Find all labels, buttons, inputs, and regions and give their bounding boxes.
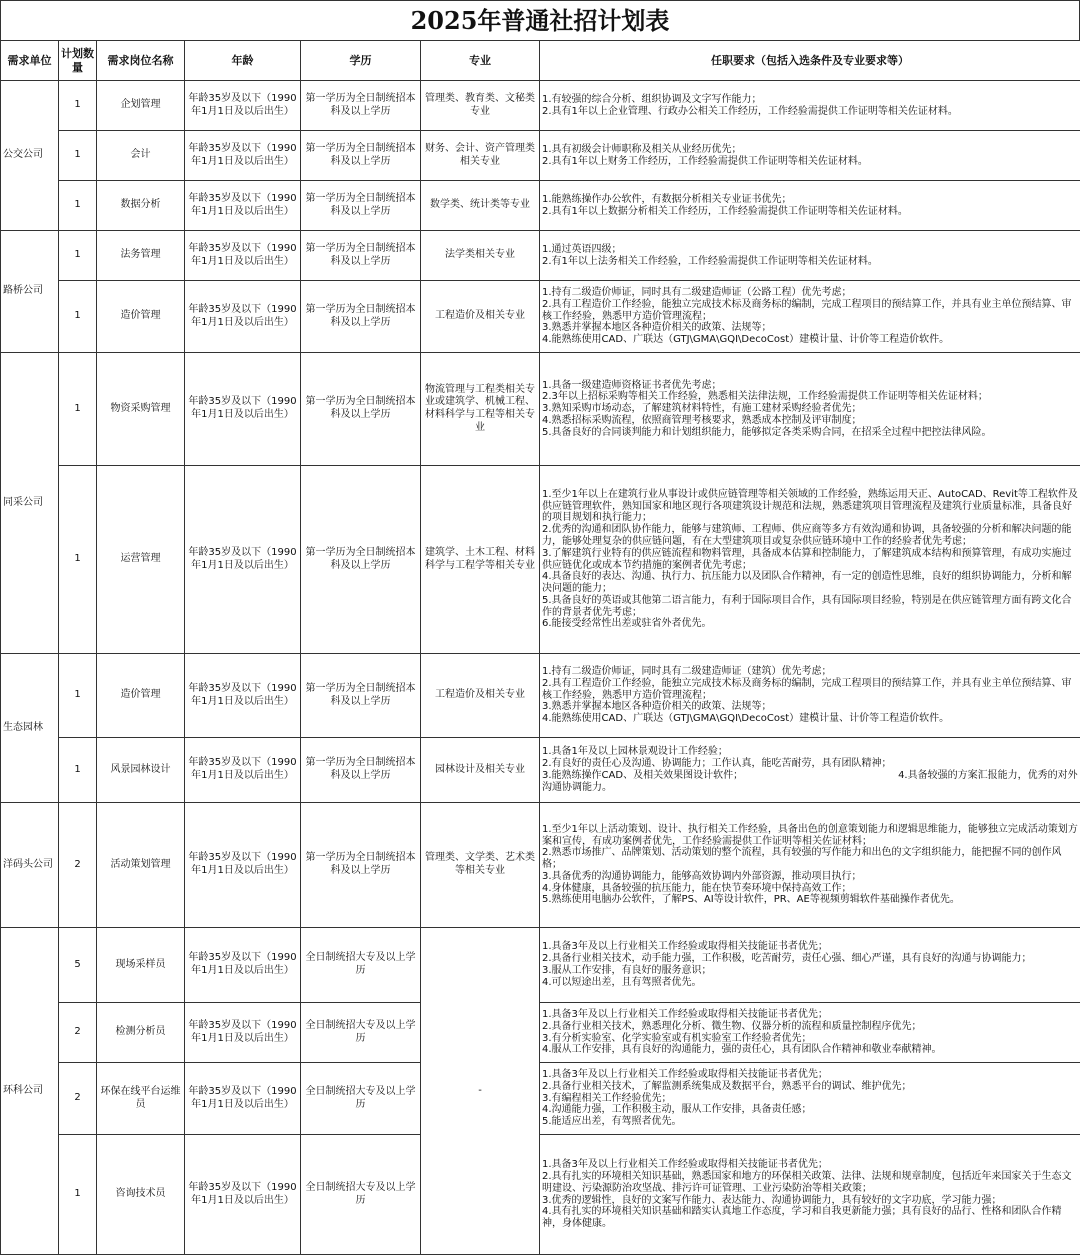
table-row: [1, 803, 1080, 928]
education-cell: 全日制统招大专及以上学历: [301, 1003, 421, 1063]
count-cell: 1: [59, 281, 97, 353]
major-cell: 工程造价及相关专业: [421, 654, 540, 738]
requirement-line: 1.具备3年及以上行业相关工作经验或取得相关技能证书者优先；: [542, 1159, 1078, 1171]
major-cell: 建筑学、土木工程、材料科学与工程学等相关专业: [421, 466, 540, 654]
count-cell: 1: [59, 738, 97, 803]
requirements-cell: [540, 353, 1080, 466]
requirement-line: 2.具有1年以上财务工作经历，工作经验需提供工作证明等相关佐证材料。: [542, 156, 1078, 168]
table-header-row: [1, 41, 1080, 81]
major-cell: 法学类相关专业: [421, 231, 540, 281]
requirements-cell: [540, 81, 1080, 131]
position-cell: 环保在线平台运维员: [97, 1063, 185, 1135]
requirement-line: 3.有编程相关工作经验优先；: [542, 1093, 1078, 1105]
age-cell: 年龄35岁及以下（1990年1月1日及以后出生）: [185, 1135, 301, 1255]
unit-cell: 公交公司: [1, 81, 59, 231]
table-row: [1, 1135, 1080, 1255]
age-cell: 年龄35岁及以下（1990年1月1日及以后出生）: [185, 1003, 301, 1063]
header-requirements: 任职要求（包括入选条件及专业要求等）: [540, 41, 1080, 81]
requirement-line: 4.沟通能力强，工作积极主动，服从工作安排，具备责任感；: [542, 1104, 1078, 1116]
requirement-line: 4.具有扎实的环境相关知识基础和踏实认真地工作态度，学习和自我更新能力强；具有良好的品行、性格和团队合作精神，身体健康。: [542, 1206, 1078, 1230]
table-row: [1, 353, 1080, 466]
education-cell: 全日制统招大专及以上学历: [301, 1063, 421, 1135]
requirement-line: 5.具备良好的英语或其他第二语言能力，有利于国际项目合作，具有国际项目经验，特别是在供应链管理方面有跨文化合作的背景者优先考虑；: [542, 595, 1078, 619]
age-cell: 年龄35岁及以下（1990年1月1日及以后出生）: [185, 738, 301, 803]
table-row: [1, 131, 1080, 181]
major-cell: 管理类、文学类、艺术类等相关专业: [421, 803, 540, 928]
requirement-line: 3.熟悉并掌握本地区各种造价相关的政策、法规等；: [542, 701, 1078, 713]
major-cell: 园林设计及相关专业: [421, 738, 540, 803]
major-cell: 财务、会计、资产管理类相关专业: [421, 131, 540, 181]
requirement-line: 4.能熟练使用CAD、广联达（GTJ\GMA\GQI\DecoCost）建模计量、计价等工程造价软件。: [542, 713, 1078, 725]
requirement-line: 1.通过英语四级；: [542, 244, 1078, 256]
education-cell: 第一学历为全日制统招本科及以上学历: [301, 231, 421, 281]
table-row: [1, 928, 1080, 1003]
education-cell: 第一学历为全日制统招本科及以上学历: [301, 466, 421, 654]
requirement-line: 3.能熟练操作CAD、及相关效果图设计软件； 4.具备较强的方案汇报能力，优秀的对外沟通协调能力。: [542, 770, 1078, 794]
table-row: [1, 1003, 1080, 1063]
requirement-line: 2.优秀的沟通和团队协作能力，能够与建筑师、工程师、供应商等多方有效沟通和协调，具备较强的分析和解决问题的能力，能够处理复杂的供应链问题，有在大型建筑项目或复杂供应链环境中工作的经验者优先考虑；: [542, 524, 1078, 548]
requirement-line: 1.至少1年以上在建筑行业从事设计或供应链管理等相关领域的工作经验，熟练运用天正、AutoCAD、Revit等工程软件及供应链管理软件，熟知国家和地区现行各项建筑设计规范和法规，熟悉建筑项目管理流程及建筑行业质量标准，具备良好的项目规划和执行能力；: [542, 489, 1078, 524]
major-cell: 工程造价及相关专业: [421, 281, 540, 353]
requirements-cell: [540, 803, 1080, 928]
header-major: 专业: [421, 41, 540, 81]
count-cell: 1: [59, 466, 97, 654]
requirement-line: 2.具备行业相关技术，熟悉理化分析、微生物、仪器分析的流程和质量控制程序优先；: [542, 1021, 1078, 1033]
table-row: [1, 231, 1080, 281]
requirement-line: 1.具有初级会计师职称及相关从业经历优先；: [542, 144, 1078, 156]
requirement-line: 4.可以短途出差，且有驾照者优先。: [542, 977, 1078, 989]
requirement-line: 2.具有扎实的环境相关知识基础，熟悉国家和地方的环保相关政策、法律、法规和规章制度，包括近年来国家关于生态文明建设、污染源防治攻坚战、排污许可证管理、工业污染防治等相关政策；: [542, 1171, 1078, 1195]
requirement-line: 2.熟悉市场推广、品牌策划、活动策划的整个流程，具有较强的写作能力和出色的文字组织能力，能把握不同的创作风格；: [542, 847, 1078, 871]
header-position: 需求岗位名称: [97, 41, 185, 81]
requirements-cell: [540, 654, 1080, 738]
requirement-line: 5.能适应出差，有驾照者优先。: [542, 1116, 1078, 1128]
requirement-line: 3.具备优秀的沟通协调能力，能够高效协调内外部资源，推动项目执行；: [542, 871, 1078, 883]
requirement-line: 3.服从工作安排，有良好的服务意识；: [542, 965, 1078, 977]
education-cell: 第一学历为全日制统招本科及以上学历: [301, 738, 421, 803]
age-cell: 年龄35岁及以下（1990年1月1日及以后出生）: [185, 131, 301, 181]
position-cell: 检测分析员: [97, 1003, 185, 1063]
requirements-cell: [540, 1063, 1080, 1135]
age-cell: 年龄35岁及以下（1990年1月1日及以后出生）: [185, 281, 301, 353]
age-cell: 年龄35岁及以下（1990年1月1日及以后出生）: [185, 1063, 301, 1135]
education-cell: 第一学历为全日制统招本科及以上学历: [301, 181, 421, 231]
age-cell: 年龄35岁及以下（1990年1月1日及以后出生）: [185, 928, 301, 1003]
education-cell: 第一学历为全日制统招本科及以上学历: [301, 803, 421, 928]
age-cell: 年龄35岁及以下（1990年1月1日及以后出生）: [185, 654, 301, 738]
header-unit: 需求单位: [1, 41, 59, 81]
position-cell: 现场采样员: [97, 928, 185, 1003]
table-row: [1, 281, 1080, 353]
requirements-cell: [540, 131, 1080, 181]
table-row: [1, 654, 1080, 738]
position-cell: 风景园林设计: [97, 738, 185, 803]
count-cell: 1: [59, 131, 97, 181]
requirements-cell: [540, 1135, 1080, 1255]
requirements-cell: [540, 231, 1080, 281]
header-education: 学历: [301, 41, 421, 81]
requirement-line: 4.身体健康，具备较强的抗压能力，能在快节奏环境中保持高效工作；: [542, 883, 1078, 895]
position-cell: 造价管理: [97, 654, 185, 738]
position-cell: 会计: [97, 131, 185, 181]
age-cell: 年龄35岁及以下（1990年1月1日及以后出生）: [185, 181, 301, 231]
position-cell: 法务管理: [97, 231, 185, 281]
page-title: 2025年普通社招计划表: [0, 0, 1080, 40]
requirements-cell: [540, 181, 1080, 231]
education-cell: 第一学历为全日制统招本科及以上学历: [301, 131, 421, 181]
age-cell: 年龄35岁及以下（1990年1月1日及以后出生）: [185, 81, 301, 131]
header-age: 年龄: [185, 41, 301, 81]
table-row: [1, 81, 1080, 131]
major-cell: -: [421, 928, 540, 1255]
requirement-line: 2.3年以上招标采购等相关工作经验，熟悉相关法律法规，工作经验需提供工作证明等相关佐证材料；: [542, 391, 1078, 403]
count-cell: 1: [59, 654, 97, 738]
position-cell: 活动策划管理: [97, 803, 185, 928]
position-cell: 企划管理: [97, 81, 185, 131]
major-cell: 管理类、教育类、文秘类专业: [421, 81, 540, 131]
table-row: [1, 466, 1080, 654]
requirement-line: 4.熟悉招标采购流程，依照商管理考核要求，熟悉成本控制及评审制度；: [542, 415, 1078, 427]
education-cell: 第一学历为全日制统招本科及以上学历: [301, 353, 421, 466]
major-cell: 数学类、统计类等专业: [421, 181, 540, 231]
requirement-line: 1.具备3年及以上行业相关工作经验或取得相关技能证书者优先；: [542, 1069, 1078, 1081]
requirement-line: 2.有1年以上法务相关工作经验，工作经验需提供工作证明等相关佐证材料。: [542, 256, 1078, 268]
education-cell: 第一学历为全日制统招本科及以上学历: [301, 281, 421, 353]
requirement-line: 6.能接受经常性出差或驻省外者优先。: [542, 618, 1078, 630]
unit-cell: 环科公司: [1, 928, 59, 1255]
position-cell: 运营管理: [97, 466, 185, 654]
age-cell: 年龄35岁及以下（1990年1月1日及以后出生）: [185, 803, 301, 928]
unit-cell: 洋码头公司: [1, 803, 59, 928]
requirement-line: 2.具有1年以上企业管理、行政办公相关工作经历，工作经验需提供工作证明等相关佐证材料。: [542, 106, 1078, 118]
position-cell: 咨询技术员: [97, 1135, 185, 1255]
age-cell: 年龄35岁及以下（1990年1月1日及以后出生）: [185, 353, 301, 466]
unit-cell: 同采公司: [1, 353, 59, 654]
requirement-line: 2.具有1年以上数据分析相关工作经历，工作经验需提供工作证明等相关佐证材料。: [542, 206, 1078, 218]
requirement-line: 3.优秀的逻辑性，良好的文案写作能力、表达能力、沟通协调能力，具有较好的文字功底，学习能力强；: [542, 1195, 1078, 1207]
requirements-cell: [540, 928, 1080, 1003]
recruitment-plan-table: [0, 40, 1080, 1255]
requirement-line: 2.具有工程造价工作经验，能独立完成技术标及商务标的编制，完成工程项目的预结算工作，并具有业主单位预结算、审核工作经验，熟悉甲方造价管理流程；: [542, 678, 1078, 702]
requirement-line: 1.具备1年及以上园林景观设计工作经验；: [542, 746, 1078, 758]
requirement-line: 2.有良好的责任心及沟通、协调能力；工作认真，能吃苦耐劳，具有团队精神；: [542, 758, 1078, 770]
count-cell: 5: [59, 928, 97, 1003]
requirement-line: 1.持有二级造价师证，同时具有二级建造师证（公路工程）优先考虑；: [542, 287, 1078, 299]
education-cell: 全日制统招大专及以上学历: [301, 1135, 421, 1255]
unit-cell: 生态园林: [1, 654, 59, 803]
position-cell: 造价管理: [97, 281, 185, 353]
table-row: [1, 1063, 1080, 1135]
requirement-line: 4.服从工作安排，具有良好的沟通能力，强的责任心，具有团队合作精神和敬业奉献精神。: [542, 1044, 1078, 1056]
age-cell: 年龄35岁及以下（1990年1月1日及以后出生）: [185, 231, 301, 281]
table-row: [1, 181, 1080, 231]
requirement-line: 3.熟悉并掌握本地区各种造价相关的政策、法规等；: [542, 322, 1078, 334]
position-cell: 物资采购管理: [97, 353, 185, 466]
count-cell: 2: [59, 1003, 97, 1063]
requirement-line: 5.熟练使用电脑办公软件，了解PS、AI等设计软件，PR、AE等视频剪辑软件基础操作者优先。: [542, 894, 1078, 906]
position-cell: 数据分析: [97, 181, 185, 231]
count-cell: 1: [59, 231, 97, 281]
requirement-line: 3.了解建筑行业特有的供应链流程和物料管理，具备成本估算和控制能力，了解建筑成本结构和预算管理，有成功实施过供应链优化或成本节约措施的案例者优先考虑；: [542, 548, 1078, 572]
count-cell: 1: [59, 181, 97, 231]
major-cell: 物流管理与工程类相关专业或建筑学、机械工程、材料科学与工程等相关专业: [421, 353, 540, 466]
requirement-line: 2.具有工程造价工作经验，能独立完成技术标及商务标的编制，完成工程项目的预结算工作，并具有业主单位预结算、审核工作经验，熟悉甲方造价管理流程；: [542, 299, 1078, 323]
requirement-line: 3.熟知采购市场动态，了解建筑材料特性，有施工建材采购经验者优先；: [542, 403, 1078, 415]
requirement-line: 1.具备3年及以上行业相关工作经验或取得相关技能证书者优先；: [542, 1009, 1078, 1021]
requirement-line: 1.持有二级造价师证，同时具有二级建造师证（建筑）优先考虑；: [542, 666, 1078, 678]
requirement-line: 3.有分析实验室、化学实验室或有机实验室工作经验者优先；: [542, 1033, 1078, 1045]
requirements-cell: [540, 466, 1080, 654]
requirements-cell: [540, 281, 1080, 353]
table-row: [1, 738, 1080, 803]
age-cell: 年龄35岁及以下（1990年1月1日及以后出生）: [185, 466, 301, 654]
count-cell: 2: [59, 803, 97, 928]
header-count: 计划数量: [59, 41, 97, 81]
requirement-line: 1.具备3年及以上行业相关工作经验或取得相关技能证书者优先；: [542, 941, 1078, 953]
requirement-line: 1.具备一级建造师资格证书者优先考虑；: [542, 380, 1078, 392]
requirement-line: 5.具备良好的合同谈判能力和计划组织能力，能够拟定各类采购合同，在招采全过程中把控法律风险。: [542, 427, 1078, 439]
requirement-line: 1.能熟练操作办公软件，有数据分析相关专业证书优先；: [542, 194, 1078, 206]
count-cell: 1: [59, 353, 97, 466]
count-cell: 1: [59, 1135, 97, 1255]
unit-cell: 路桥公司: [1, 231, 59, 353]
requirement-line: 1.有较强的综合分析、组织协调及文字写作能力；: [542, 94, 1078, 106]
requirements-cell: [540, 1003, 1080, 1063]
education-cell: 第一学历为全日制统招本科及以上学历: [301, 81, 421, 131]
education-cell: 全日制统招大专及以上学历: [301, 928, 421, 1003]
education-cell: 第一学历为全日制统招本科及以上学历: [301, 654, 421, 738]
requirement-line: 1.至少1年以上活动策划、设计、执行相关工作经验，具备出色的创意策划能力和逻辑思维能力，能够独立完成活动策划方案和宣传，有成功案例者优先，工作经验需提供工作证明等相关佐证材料；: [542, 824, 1078, 848]
requirement-line: 2.具备行业相关技术，动手能力强，工作积极，吃苦耐劳，责任心强、细心严谨，具有良好的沟通与协调能力；: [542, 953, 1078, 965]
requirement-line: 4.具备良好的表达、沟通、执行力、抗压能力以及团队合作精神，有一定的创造性思维，良好的组织协调能力，分析和解决问题的能力；: [542, 571, 1078, 595]
count-cell: 2: [59, 1063, 97, 1135]
requirement-line: 4.能熟练使用CAD、广联达（GTJ\GMA\GQI\DecoCost）建模计量、计价等工程造价软件。: [542, 334, 1078, 346]
count-cell: 1: [59, 81, 97, 131]
requirement-line: 2.具备行业相关技术，了解监测系统集成及数据平台，熟悉平台的调试、维护优先；: [542, 1081, 1078, 1093]
requirements-cell: [540, 738, 1080, 803]
